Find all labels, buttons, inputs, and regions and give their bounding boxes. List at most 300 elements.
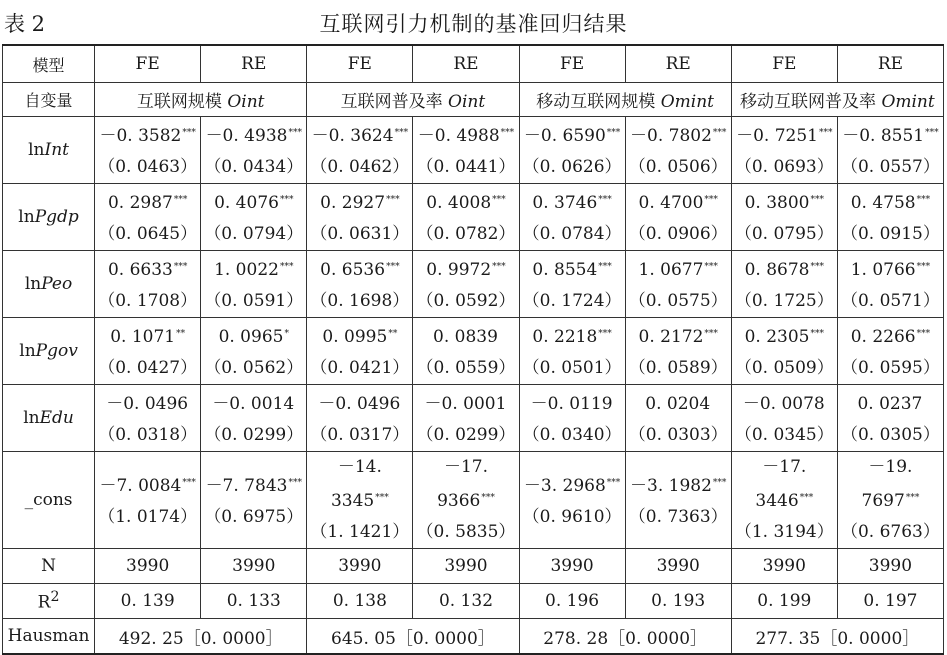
significance-stars: ***	[810, 328, 824, 339]
significance-stars: ***	[279, 261, 294, 272]
coefficient-value: 0. 0839	[433, 326, 498, 347]
coefficient-value: －0. 0078	[742, 393, 825, 414]
variable-name: Edu	[39, 408, 74, 428]
standard-error: （0. 0506）	[628, 156, 728, 177]
standard-error: （0. 0421）	[310, 357, 410, 378]
estimate-cell	[95, 452, 201, 549]
coefficient	[732, 386, 837, 420]
significance-stars: ***	[916, 328, 931, 339]
standard-error: （0. 0557）	[840, 156, 940, 177]
significance-stars: ***	[386, 261, 400, 272]
significance-stars: ***	[500, 127, 515, 138]
coefficient	[201, 386, 306, 420]
significance-stars: ***	[492, 261, 506, 272]
n-cell: 3990	[95, 549, 201, 584]
coefficient-value: －0. 0496	[106, 393, 189, 414]
standard-error: （0. 0317）	[310, 424, 410, 445]
significance-stars: ***	[925, 127, 939, 138]
estimate-cell	[625, 452, 731, 549]
coefficient	[626, 118, 731, 152]
significance-stars: ***	[182, 127, 196, 138]
significance-stars: ***	[810, 261, 824, 272]
coefficient	[413, 452, 518, 517]
coefficient	[201, 185, 306, 219]
variable-prefix: ln	[28, 140, 45, 160]
estimate-cell	[731, 251, 837, 318]
coefficient-value: －3. 2968	[523, 475, 606, 496]
estimate-cell	[413, 452, 519, 549]
significance-stars: ***	[704, 194, 718, 205]
variable-name: Pgdp	[34, 207, 79, 227]
coefficient	[732, 185, 837, 219]
variable-name: Pgov	[35, 341, 78, 361]
standard-error: （0. 0571）	[840, 290, 940, 311]
coefficient	[520, 252, 625, 286]
significance-stars: ***	[492, 194, 506, 205]
standard-error: （0. 0299）	[204, 424, 304, 445]
model-cell: FE	[731, 45, 837, 83]
coefficient-value: －0. 4938	[205, 125, 288, 146]
coefficient-value: 0. 1071	[110, 326, 176, 347]
standard-error: （0. 0509）	[734, 357, 834, 378]
coefficient	[732, 118, 837, 152]
standard-error: （0. 0562）	[204, 357, 304, 378]
coefficient	[626, 252, 731, 286]
iv-name: 移动互联网普及率	[740, 92, 882, 112]
estimate-cell	[307, 318, 413, 385]
coefficient	[201, 468, 306, 502]
n-row	[3, 549, 944, 584]
estimate-cell	[731, 184, 837, 251]
estimate-cell	[201, 184, 307, 251]
estimate-cell	[731, 318, 837, 385]
variable-row	[3, 452, 944, 549]
coefficient	[413, 118, 518, 152]
coefficient-value: 0. 2218	[532, 326, 598, 347]
standard-error: （0. 0463）	[98, 156, 198, 177]
standard-error: （0. 0303）	[628, 424, 728, 445]
coefficient-value: 0. 0995	[322, 326, 388, 347]
coefficient-value: 0. 2172	[638, 326, 704, 347]
estimate-cell	[307, 251, 413, 318]
coefficient	[520, 185, 625, 219]
variable-prefix: ln	[18, 207, 35, 227]
estimate-cell	[95, 184, 201, 251]
standard-error: （0. 0794）	[204, 223, 304, 244]
significance-stars: ***	[598, 261, 612, 272]
significance-stars: ***	[704, 261, 718, 272]
n-cell: 3990	[731, 549, 837, 584]
independent-variable-row	[3, 83, 944, 117]
model-cell: FE	[519, 45, 625, 83]
iv-symbol: Oint	[227, 92, 265, 112]
standard-error: （0. 0626）	[522, 156, 622, 177]
significance-stars: ***	[704, 328, 718, 339]
coefficient	[413, 386, 518, 420]
coefficient-value: －0. 7802	[630, 125, 712, 146]
estimate-cell	[307, 184, 413, 251]
standard-error: （0. 0575）	[628, 290, 728, 311]
iv-cell	[731, 83, 943, 117]
coefficient-value: －3. 1982	[630, 475, 712, 496]
n-label: N	[3, 549, 95, 584]
estimate-cell	[201, 117, 307, 184]
hausman-row	[3, 619, 944, 655]
coefficient	[201, 319, 306, 353]
iv-cell	[519, 83, 731, 117]
coefficient-value: －17. 9366	[437, 457, 488, 511]
coefficient	[732, 252, 837, 286]
standard-error: （0. 0501）	[522, 357, 622, 378]
variable-row	[3, 184, 944, 251]
coefficient-value: 0. 2266	[850, 326, 916, 347]
coefficient-value: －0. 4988	[417, 125, 500, 146]
variable-name: Int	[44, 140, 69, 160]
estimate-cell	[413, 117, 519, 184]
significance-stars: ***	[279, 194, 294, 205]
estimate-cell	[307, 117, 413, 184]
variable-row	[3, 385, 944, 452]
estimate-cell	[837, 251, 943, 318]
estimate-cell	[95, 385, 201, 452]
standard-error: （0. 1725）	[734, 290, 834, 311]
variable-prefix: ln	[19, 341, 36, 361]
n-cell: 3990	[307, 549, 413, 584]
significance-stars: ***	[394, 127, 409, 138]
n-cell: 3990	[625, 549, 731, 584]
variable-prefix: ln	[24, 274, 42, 294]
coefficient	[520, 468, 625, 502]
standard-error: （0. 0795）	[734, 223, 834, 244]
standard-error: （1. 1421）	[310, 522, 410, 542]
significance-stars: ***	[799, 493, 814, 503]
model-cell: RE	[201, 45, 307, 83]
estimate-cell	[201, 385, 307, 452]
variable-prefix: ln	[23, 408, 40, 428]
coefficient-value: －0. 0001	[424, 393, 507, 414]
estimate-cell	[731, 385, 837, 452]
coefficient-value: －0. 0014	[212, 393, 295, 414]
iv-cell	[307, 83, 519, 117]
iv-symbol: Omint	[881, 92, 935, 112]
estimate-cell	[95, 251, 201, 318]
estimate-cell	[625, 318, 731, 385]
significance-stars: ***	[810, 194, 824, 205]
coefficient-value: －0. 3582	[99, 125, 182, 146]
coefficient-value: 1. 0022	[214, 259, 279, 280]
significance-stars: ***	[173, 261, 188, 272]
model-cell: RE	[837, 45, 943, 83]
standard-error: （0. 0595）	[840, 357, 940, 378]
table-caption	[0, 6, 947, 38]
coefficient	[95, 118, 200, 152]
n-cell: 3990	[413, 549, 519, 584]
estimate-cell	[201, 251, 307, 318]
coefficient	[201, 118, 306, 152]
coefficient-value: －0. 3624	[311, 125, 394, 146]
significance-stars: *	[284, 328, 289, 339]
coefficient	[838, 185, 943, 219]
r2-cell: 0. 199	[731, 584, 837, 619]
coefficient-value: －0. 6590	[523, 125, 606, 146]
estimate-cell	[201, 318, 307, 385]
standard-error: （0. 0784）	[522, 223, 622, 244]
estimate-cell	[413, 184, 519, 251]
coefficient-value: －0. 0119	[530, 393, 613, 414]
coefficient	[413, 252, 518, 286]
coefficient-value: 0. 2305	[744, 326, 810, 347]
standard-error: （0. 1724）	[522, 290, 622, 311]
standard-error: （0. 1698）	[310, 290, 410, 311]
variable-name: Peo	[41, 274, 73, 294]
significance-stars: ***	[905, 493, 920, 503]
significance-stars: ***	[288, 477, 302, 488]
r2-superscript: 2	[50, 589, 60, 606]
model-cell: RE	[413, 45, 519, 83]
significance-stars: ***	[819, 127, 833, 138]
significance-stars: ***	[598, 328, 612, 339]
estimate-cell	[837, 452, 943, 549]
table-title: 互联网引力机制的基准回归结果	[319, 12, 628, 36]
r2-cell: 0. 138	[307, 584, 413, 619]
coefficient	[732, 319, 837, 353]
coefficient	[307, 118, 412, 152]
variable-prefix: _cons	[24, 490, 73, 510]
coefficient-value: 0. 4008	[426, 192, 492, 213]
standard-error: （0. 9610）	[522, 506, 622, 527]
r2-label-text: R	[37, 592, 51, 613]
hausman-cell: 492. 25［0. 0000］	[95, 619, 307, 655]
coefficient-value: 0. 4700	[638, 192, 704, 213]
significance-stars: ***	[598, 194, 612, 205]
standard-error: （0. 6975）	[204, 506, 304, 527]
coefficient-value: 0. 6633	[107, 259, 173, 280]
standard-error: （0. 0462）	[310, 156, 410, 177]
standard-error: （0. 0631）	[310, 223, 410, 244]
coefficient	[626, 319, 731, 353]
standard-error: （0. 5835）	[416, 522, 516, 542]
hausman-cell: 278. 28［0. 0000］	[519, 619, 731, 655]
variable-label	[3, 452, 95, 549]
estimate-cell	[519, 452, 625, 549]
hausman-label: Hausman	[3, 619, 95, 655]
significance-stars: ***	[916, 261, 931, 272]
estimate-cell	[837, 385, 943, 452]
table-body	[3, 117, 944, 655]
coefficient-value: －7. 0084	[99, 475, 182, 496]
coefficient-value: －14. 3345	[330, 457, 382, 511]
model-label: 模型	[3, 45, 95, 83]
coefficient-value: 0. 8678	[744, 259, 810, 280]
r2-cell: 0. 132	[413, 584, 519, 619]
coefficient	[838, 319, 943, 353]
significance-stars: ***	[606, 127, 621, 138]
estimate-cell	[519, 385, 625, 452]
significance-stars: ***	[386, 194, 400, 205]
iv-name: 互联网规模	[136, 92, 228, 112]
coefficient-value: 0. 8554	[532, 259, 598, 280]
estimate-cell	[837, 318, 943, 385]
coefficient	[838, 452, 943, 517]
standard-error: （0. 7363）	[628, 506, 728, 527]
coefficient-value: 0. 4758	[850, 192, 916, 213]
standard-error: （0. 6763）	[840, 522, 940, 542]
coefficient-value: －0. 7251	[736, 125, 818, 146]
estimate-cell	[837, 117, 943, 184]
coefficient	[95, 386, 200, 420]
coefficient-value: 1. 0766	[850, 259, 916, 280]
model-cell: RE	[625, 45, 731, 83]
estimate-cell	[625, 184, 731, 251]
coefficient-value: 0. 0237	[857, 393, 923, 414]
coefficient	[520, 386, 625, 420]
coefficient	[520, 319, 625, 353]
variable-label	[3, 117, 95, 184]
significance-stars: ***	[712, 477, 727, 488]
estimate-cell	[519, 184, 625, 251]
iv-name: 互联网普及率	[340, 92, 449, 112]
standard-error: （0. 0434）	[204, 156, 304, 177]
r2-cell: 0. 133	[201, 584, 307, 619]
standard-error: （0. 0693）	[734, 156, 834, 177]
coefficient	[307, 386, 412, 420]
model-cell: FE	[95, 45, 201, 83]
coefficient	[732, 452, 837, 517]
standard-error: （0. 0589）	[628, 357, 728, 378]
estimate-cell	[307, 385, 413, 452]
n-cell: 3990	[519, 549, 625, 584]
standard-error: （0. 0906）	[628, 223, 728, 244]
iv-cell	[95, 83, 307, 117]
standard-error: （0. 1708）	[98, 290, 198, 311]
estimate-cell	[837, 184, 943, 251]
coefficient	[95, 319, 200, 353]
variable-row	[3, 117, 944, 184]
model-header-row	[3, 45, 944, 83]
standard-error: （1. 3194）	[734, 522, 834, 542]
estimate-cell	[625, 117, 731, 184]
significance-stars: ***	[288, 127, 302, 138]
variable-label	[3, 318, 95, 385]
n-cell: 3990	[837, 549, 943, 584]
significance-stars: ***	[916, 194, 931, 205]
hausman-cell: 645. 05［0. 0000］	[307, 619, 519, 655]
variable-label	[3, 184, 95, 251]
coefficient-value: 0. 2987	[107, 192, 173, 213]
coefficient	[307, 185, 412, 219]
coefficient-value: 0. 9972	[426, 259, 492, 280]
standard-error: （1. 0174）	[98, 506, 198, 527]
variable-label	[3, 385, 95, 452]
coefficient	[307, 452, 412, 517]
r2-row	[3, 584, 944, 619]
coefficient	[520, 118, 625, 152]
standard-error: （0. 0782）	[416, 223, 516, 244]
standard-error: （0. 0441）	[416, 156, 516, 177]
regression-table	[2, 44, 944, 655]
significance-stars: ***	[606, 477, 621, 488]
r2-cell: 0. 196	[519, 584, 625, 619]
r2-cell: 0. 197	[837, 584, 943, 619]
coefficient	[626, 185, 731, 219]
standard-error: （0. 0915）	[840, 223, 940, 244]
coefficient	[838, 252, 943, 286]
estimate-cell	[519, 318, 625, 385]
standard-error: （0. 0427）	[98, 357, 198, 378]
coefficient	[307, 319, 412, 353]
r2-cell: 0. 193	[625, 584, 731, 619]
coefficient	[626, 468, 731, 502]
iv-label: 自变量	[3, 83, 95, 117]
coefficient	[95, 468, 200, 502]
estimate-cell	[95, 117, 201, 184]
coefficient-value: 0. 4076	[214, 192, 279, 213]
standard-error: （0. 0340）	[522, 424, 622, 445]
estimate-cell	[413, 385, 519, 452]
coefficient-value: 0. 6536	[320, 259, 386, 280]
coefficient	[838, 386, 943, 420]
model-cell: FE	[307, 45, 413, 83]
estimate-cell	[625, 251, 731, 318]
iv-symbol: Omint	[660, 92, 714, 112]
coefficient-value: －0. 8551	[842, 125, 925, 146]
r2-label	[3, 584, 95, 619]
standard-error: （0. 0592）	[416, 290, 516, 311]
significance-stars: ***	[712, 127, 727, 138]
coefficient	[307, 252, 412, 286]
significance-stars: **	[176, 328, 186, 339]
coefficient	[95, 185, 200, 219]
estimate-cell	[731, 117, 837, 184]
coefficient-value: 0. 0965	[218, 326, 284, 347]
coefficient-value: －17. 3446	[755, 457, 807, 511]
coefficient	[626, 386, 731, 420]
coefficient-value: －19. 7697	[861, 457, 913, 511]
significance-stars: **	[388, 328, 398, 339]
standard-error: （0. 0299）	[416, 424, 516, 445]
estimate-cell	[413, 318, 519, 385]
standard-error: （0. 0345）	[734, 424, 834, 445]
table-number: 表 2	[4, 12, 46, 36]
significance-stars: ***	[375, 493, 389, 503]
estimate-cell	[519, 117, 625, 184]
significance-stars: ***	[173, 194, 188, 205]
variable-row	[3, 318, 944, 385]
coefficient-value: 0. 2927	[320, 192, 386, 213]
coefficient	[838, 118, 943, 152]
estimate-cell	[201, 452, 307, 549]
variable-row	[3, 251, 944, 318]
coefficient-value: 0. 3800	[744, 192, 810, 213]
estimate-cell	[731, 452, 837, 549]
coefficient-value: －0. 0496	[318, 393, 401, 414]
r2-cell: 0. 139	[95, 584, 201, 619]
coefficient	[95, 252, 200, 286]
estimate-cell	[519, 251, 625, 318]
coefficient-value: 0. 0204	[645, 393, 711, 414]
coefficient	[413, 185, 518, 219]
coefficient-value: 0. 3746	[532, 192, 598, 213]
estimate-cell	[625, 385, 731, 452]
n-cell: 3990	[201, 549, 307, 584]
significance-stars: ***	[481, 493, 495, 503]
significance-stars: ***	[182, 477, 196, 488]
coefficient-value: －7. 7843	[205, 475, 288, 496]
standard-error: （0. 0305）	[840, 424, 940, 445]
coefficient-value: 1. 0677	[638, 259, 704, 280]
estimate-cell	[307, 452, 413, 549]
iv-name: 移动互联网规模	[536, 92, 661, 112]
